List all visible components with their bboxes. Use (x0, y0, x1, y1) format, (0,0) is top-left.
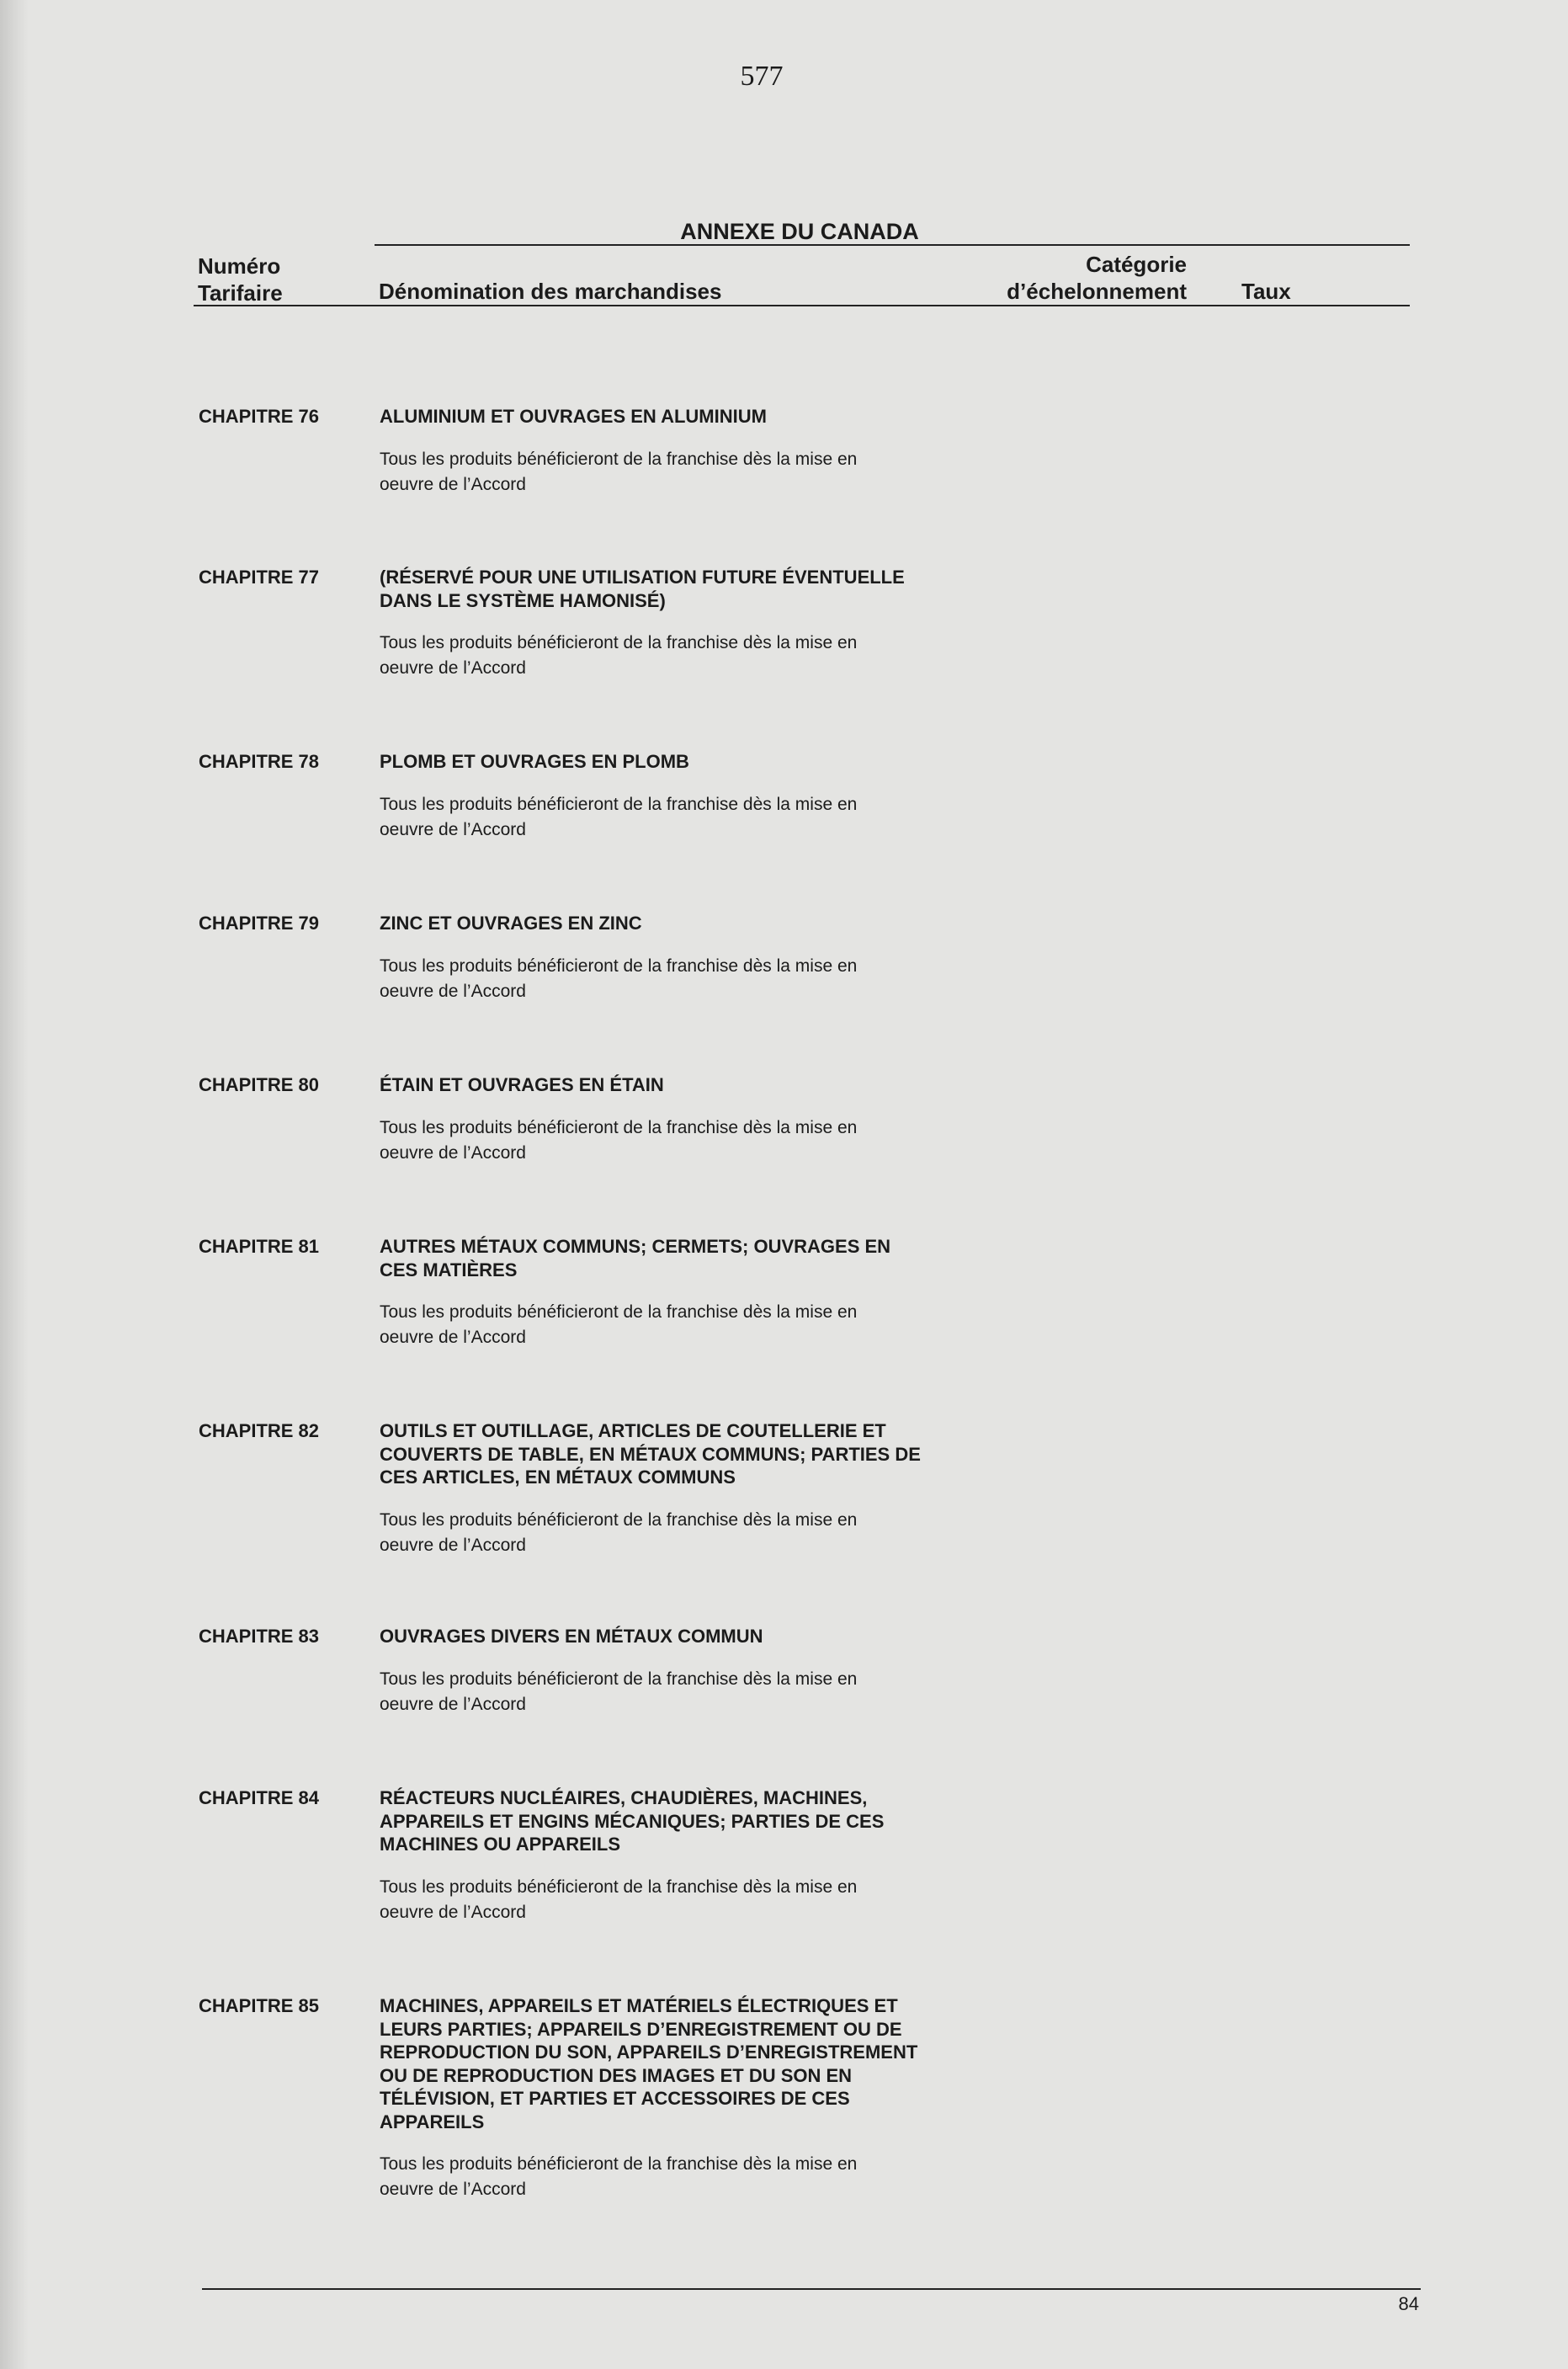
chapter-body (380, 405, 969, 498)
chapter-title: OUVRAGES DIVERS EN MÉTAUX COMMUN (380, 1626, 763, 1647)
page-binding-edge (0, 0, 29, 2369)
footer-page-number: 84 (1398, 2293, 1419, 2314)
chapter-code: CHAPITRE 83 (199, 1626, 320, 1647)
chapter-code: CHAPITRE 77 (199, 567, 320, 588)
chapter-note: Tous les produits bénéficieront de la franchise dès la mise en oeuvre de l’Accord (380, 1877, 858, 1922)
chapter-note: Tous les produits bénéficieront de la franchise dès la mise en oeuvre de l’Accord (380, 449, 858, 494)
column-header-staging-category (926, 251, 1187, 305)
chapter-title: MACHINES, APPAREILS ET MATÉRIELS ÉLECTRIQUES ET LEURS PARTIES; APPAREILS D’ENREGISTREMENT OU DE REPRODUCTION DU SON, APPAREILS D’ENREGISTREMENT OU DE REPRODUCTION DES IMAGES ET DU SON EN TÉLÉVISION, ET PARTIES ET ACCESSOIRES DE CES APPAREILS (380, 1995, 918, 2132)
chapter-note: Tous les produits bénéficieront de la franchise dès la mise en oeuvre de l’Accord (380, 2154, 858, 2199)
chapter-code: CHAPITRE 79 (199, 913, 320, 934)
chapter-code: CHAPITRE 80 (199, 1074, 320, 1095)
chapter-body (380, 566, 969, 681)
chapter-body (380, 750, 969, 843)
chapter-code: CHAPITRE 81 (199, 1236, 320, 1257)
chapter-note: Tous les produits bénéficieront de la franchise dès la mise en oeuvre de l’Accord (380, 956, 858, 1001)
chapter-note: Tous les produits bénéficieront de la franchise dès la mise en oeuvre de l’Accord (380, 1669, 858, 1714)
chapter-note: Tous les produits bénéficieront de la franchise dès la mise en oeuvre de l’Accord (380, 633, 858, 678)
chapter-code: CHAPITRE 82 (199, 1420, 320, 1441)
chapter-code: CHAPITRE 85 (199, 1995, 320, 2016)
chapter-body (380, 1073, 969, 1166)
annex-title: ANNEXE DU CANADA (680, 219, 919, 244)
chapter-body (380, 1786, 969, 1925)
chapter-code: CHAPITRE 78 (199, 751, 320, 772)
chapter-title: ALUMINIUM ET OUVRAGES EN ALUMINIUM (380, 406, 767, 427)
chapter-title: ZINC ET OUVRAGES EN ZINC (380, 913, 642, 934)
column-header-rate: Taux (1241, 279, 1291, 304)
header-top-rule (375, 244, 1410, 246)
chapter-title: PLOMB ET OUVRAGES EN PLOMB (380, 751, 689, 772)
chapter-body (380, 1419, 969, 1558)
chapter-title: RÉACTEURS NUCLÉAIRES, CHAUDIÈRES, MACHINES, APPAREILS ET ENGINS MÉCANIQUES; PARTIES DE CES MACHINES OU APPAREILS (380, 1787, 885, 1855)
header-bottom-rule (194, 305, 1410, 306)
chapter-body (380, 1235, 969, 1350)
chapter-body (380, 1625, 969, 1717)
chapter-title: ÉTAIN ET OUVRAGES EN ÉTAIN (380, 1074, 664, 1095)
chapter-title: (RÉSERVÉ POUR UNE UTILISATION FUTURE ÉVENTUELLE DANS LE SYSTÈME HAMONISÉ) (380, 567, 905, 611)
page-number: 577 (740, 61, 784, 92)
column-header-staging-category-text: Catégorie d’échelonnement (1007, 252, 1187, 304)
chapter-body (380, 912, 969, 1004)
chapter-code: CHAPITRE 84 (199, 1787, 320, 1808)
chapter-note: Tous les produits bénéficieront de la franchise dès la mise en oeuvre de l’Accord (380, 794, 858, 839)
footer-rule (202, 2288, 1421, 2290)
column-header-tariff-number (198, 253, 283, 306)
chapter-title: AUTRES MÉTAUX COMMUNS; CERMETS; OUVRAGES EN CES MATIÈRES (380, 1236, 891, 1280)
chapter-note: Tous les produits bénéficieront de la franchise dès la mise en oeuvre de l’Accord (380, 1509, 858, 1555)
chapter-title: OUTILS ET OUTILLAGE, ARTICLES DE COUTELLERIE ET COUVERTS DE TABLE, EN MÉTAUX COMMUNS; PARTIES DE CES ARTICLES, EN MÉTAUX COMMUNS (380, 1420, 921, 1488)
chapter-body (380, 1994, 969, 2202)
chapter-code: CHAPITRE 76 (199, 406, 320, 427)
chapter-note: Tous les produits bénéficieront de la franchise dès la mise en oeuvre de l’Accord (380, 1117, 858, 1163)
chapter-note: Tous les produits bénéficieront de la franchise dès la mise en oeuvre de l’Accord (380, 1302, 858, 1347)
column-header-goods-description: Dénomination des marchandises (379, 279, 722, 304)
column-header-tariff-number-text: Numéro Tarifaire (198, 253, 283, 306)
